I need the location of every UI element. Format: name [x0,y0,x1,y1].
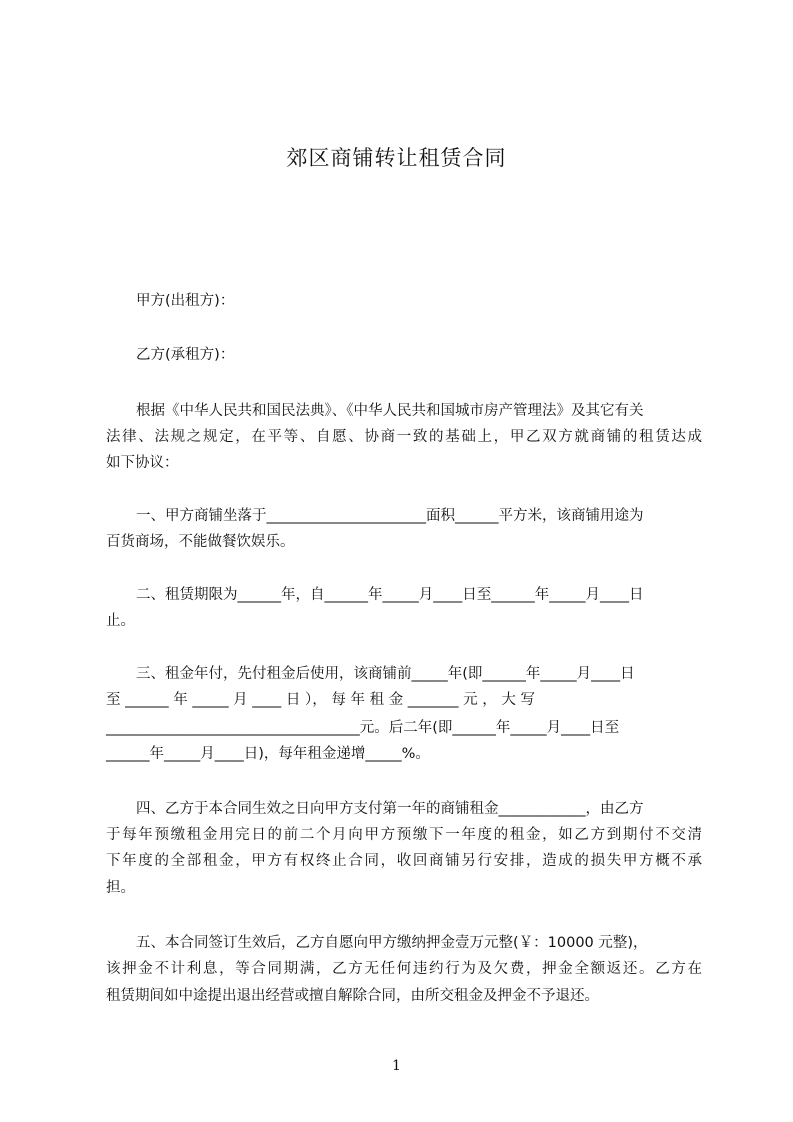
intro-line-1: 根据《中华人民共和国民法典》、《中华人民共和国城市房产管理法》及其它有关 [136,403,644,419]
clause4-line-2: 于每年预缴租金用完日的前二个月向甲方预缴下一年度的租金，如乙方到期付不交清 [106,827,702,843]
party-b-line: 乙方(承租方)： [136,347,235,363]
clause2-line-1: 二、租赁期限为______年，自______年_____月____日至______年_____月____日 [136,587,644,603]
clause5-line-3: 租赁期间如中途提出退出经营或擅自解除合同，由所交租金及押金不予退还。 [106,988,599,1004]
clause3-line-2: 至 ______ 年 _____ 月 ____ 日 ）， 每 年 租 金 _______ 元 ， 大 写 [106,692,535,708]
clause5-line-1: 五、本合同签订生效后，乙方自愿向甲方缴纳押金壹万元整(￥：10000 元整)， [136,935,648,951]
clause3-line-3: ___________________________________元。后二年(即______年_____月____日至 [106,720,620,736]
clause4-line-4: 担。 [106,880,135,896]
clause4-line-1: 四、乙方于本合同生效之日向甲方支付第一年的商铺租金____________，由乙方 [136,801,644,817]
party-a-line: 甲方(出租方)： [136,293,235,309]
clause3-line-4: ______年_____月____日)，每年租金递增_____%。 [106,746,430,762]
intro-line-3: 如下协议： [106,455,179,471]
clause1-line-1: 一、甲方商铺坐落于______________________面积______平方米，该商铺用途为 [136,508,644,524]
clause2-line-2: 止。 [106,613,135,629]
page-number: 1 [392,1058,401,1074]
intro-line-2: 法律、法规之规定，在平等、自愿、协商一致的基础上，甲乙双方就商铺的租赁达成 [106,429,702,445]
clause3-line-1: 三、租金年付，先付租金后使用，该商铺前_____年(即______年_____月____日 [136,666,635,682]
document-title: 郊区商铺转让租赁合同 [286,146,507,170]
clause5-line-2: 该押金不计利息，等合同期满，乙方无任何违约行为及欠费，押金全额返还。乙方在 [106,961,702,977]
clause4-line-3: 下年度的全部租金，甲方有权终止合同，收回商铺另行安排，造成的损失甲方概不承 [106,853,702,869]
clause1-line-2: 百货商场，不能做餐饮娱乐。 [106,534,295,550]
